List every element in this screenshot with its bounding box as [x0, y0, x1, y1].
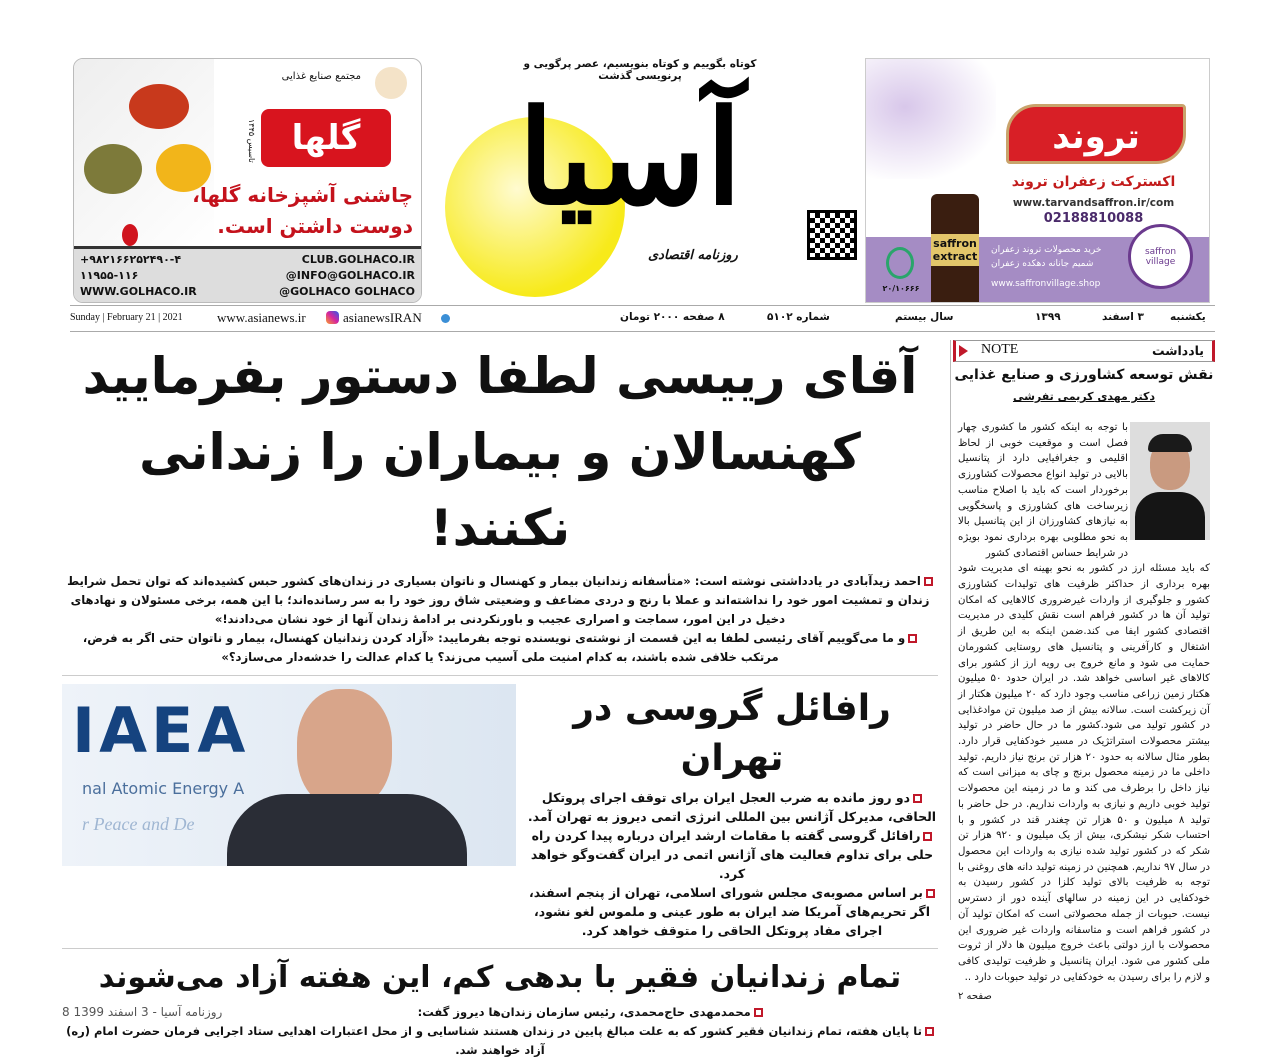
- person-suit: [227, 794, 467, 866]
- spices-image: [74, 59, 214, 249]
- chef-icon: [373, 65, 409, 101]
- license-number: ۲۰/۱۰۶۶۶: [882, 284, 920, 293]
- contact-bar: [74, 246, 421, 302]
- founded-label: تاسیس ۱۳۴۵: [247, 119, 256, 163]
- main-column: [62, 338, 938, 1060]
- triangle-icon: [959, 345, 968, 357]
- prisoners-headline: تمام زندانیان فقیر با بدهی کم، این هفته آزاد می‌شوند: [98, 960, 902, 995]
- grossi-bullets: [526, 788, 938, 940]
- iaea-logo-text: IAEA: [72, 694, 250, 767]
- masthead-motto: کوتاه بگوییم و کوتاه بنویسیم، عصر پرگویی و پرنویسی گذشت: [523, 58, 757, 82]
- note-label-en: NOTE: [981, 342, 1019, 357]
- bullet-icon: [926, 889, 935, 898]
- slogan-line-2: دوست داشتن است.: [217, 214, 413, 238]
- issue-number: شماره ۵۱۰۲: [767, 311, 830, 323]
- verified-icon: [441, 314, 450, 323]
- note-header: [953, 340, 1215, 362]
- photo-caption-text: nal Atomic Energy A: [82, 779, 245, 798]
- note-paragraph-2: که باید مسئله ارز در کشور به نحو بهینه ای مدیریت شود بهره برداری از حداکثر ظرفیت های تولیدات کشاورزی کشور و جلوگیری از واردات غیرضروری کالاهایی که امکان تولید آن ها در کشور فراهم است نقش کلیدی در مدیریت اقتصادی کشور ایفا می کند.ضمن اینکه به این طریق از اشتغال و کارآفرینی و پتانسیل های روستایی کشورمان حمایت می شود و مانع خروج بی رویه ارز از کشور برای کالاهای غیر اساسی خواهد شد. در ایران حدود ۵۰ میلیون هکتار زمین زراعی مناسب وجود دارد که ۲۰ میلیون هکتار از آن زیرکشت است. سالانه بیش از صد میلیون تن موادغذایی در کشور تولید می شود.کشور ما در حال حاضر در تولید بیشتر محصولات استراتژیک در مسیر خودکفایی قرار دارد. بطور مثال سالانه به حدود ۲۰ هزار تن برنج نیاز داریم. تولید داخلی ما در زمینه محصول برنج و چای به میزانی است که نیاز داخل را برطرف می کند و ما در زمینه این محصولات تولید خوبی داریم و نیازی به واردات نداریم. در حل حاضر با تولید ۸ میلیون و ۵۰ هزار تن چغندر قند در کشور و با احتساب شکر نیشکری، بیش از یک میلیون و ۹۲۰ هزار تن شکر که در کشور تولید شده نیازی به واردات این محصول در سال ۹۷ نداریم. همچنین در زمینه تولید دانه های روغنی با توجه به ظرفیت بالای تولید کلزا در کشور رسیدن به خودکفایی در این زمینه در سالهای آینده دور از دسترس نیست. حبوبات از جمله محصولاتی است که امکان تولید آن در کشور فراهم است و متاسفانه واردات غیر ضروری این محصولات با ارز دولتی باعث خروج میلیون ها دلار از ثروت ملی کشور می شود. ایران پتانسیل و ظرفیت تولیدی کافی و لازم را برای رسیدن به خودکفایی در تولید حبوبات دارد ..: [958, 563, 1211, 983]
- note-body: [958, 420, 1210, 1002]
- note-author: دکتر مهدی کریمی تفرشی: [1012, 390, 1156, 403]
- grossi-text: [526, 684, 938, 940]
- note-paragraph-1: با توجه به اینکه کشور ما کشوری چهار فصل است و موقعیت خوبی از لحاظ اقلیمی و جغرافیایی دارد از پتانسیل بالایی در تولید انواع محصولات کشاورزی برخوردار است که باید با اصلاح مناسب زیرساخت های کشاورزی و پاسخگویی به نیازهای کشاورزان از این پتانسیل بالا به نحو مطلوبی بهره برداری نمود بویژه در شرایط حساس اقتصادی کشور: [958, 422, 1128, 559]
- masthead-title: آسیا: [518, 81, 742, 234]
- note-label-fa: یادداشت: [1151, 343, 1204, 358]
- bottle-image: [931, 194, 979, 303]
- grossi-headline: رافائل گروسی در تهران: [573, 688, 891, 779]
- health-logo-icon: [886, 247, 914, 279]
- page-reference: صفحه ۲: [958, 991, 992, 1003]
- phone: 02188810088: [1043, 211, 1144, 226]
- masthead-subtitle: روزنامه اقتصادی: [648, 248, 738, 263]
- note-title: نقش توسعه کشاورزی و صنایع غذایی: [954, 367, 1214, 383]
- bullet-icon: [925, 1027, 934, 1036]
- note-column-border: [950, 340, 951, 920]
- person-head: [297, 689, 392, 809]
- grossi-bullet-3: بر اساس مصوبه‌ی مجلس شورای اسلامی، تهران از پنجم اسفند، اگر تحریم‌های آمریکا ضد ایران به طور عینی و ملموس لغو نشود، اجرای مفاد پروتکل الحاقی را متوقف خواهد کرد.: [529, 885, 930, 938]
- instagram-handle[interactable]: asianewsIRAN: [343, 310, 422, 325]
- bullet-icon: [923, 832, 932, 841]
- bullet-icon: [913, 794, 922, 803]
- club-url[interactable]: CLUB.GOLHACO.IR: [301, 253, 415, 266]
- year: ۱۳۹۹: [1035, 311, 1061, 323]
- lead-body: [62, 572, 938, 667]
- website-link[interactable]: www.asianews.ir: [217, 310, 306, 325]
- slogan-line-1: چاشنی آشپزخانه گلها،: [192, 183, 413, 207]
- golha-advertisement[interactable]: [73, 58, 422, 303]
- brand-logo: تروند: [1006, 104, 1186, 164]
- sms-number: ۱۱۹۵۵-۱۱۶: [80, 269, 139, 282]
- brand-logo: گلها: [261, 109, 391, 167]
- prisoners-bullet-1: محمدمهدی حاج‌محمدی، رئیس سازمان زندان‌ها دیروز گفت:: [417, 1005, 751, 1019]
- saffron-village-badge: saffron village: [1128, 224, 1193, 289]
- lead-paragraph-2: و ما می‌گوییم آقای رئیسی لطفا به این قسمت از نوشته‌ی نویسنده توجه بفرمایید: «آزاد کردن زندانیان کهنسال، بیمار و ناتوان حتی اگر به فرض، مرتکب خلافی شده باشند، به کدام امنیت ملی آسیب می‌زند؟ یا کدام عدالت را خدشه‌دار می‌سازد؟»: [82, 631, 906, 664]
- lead-headline-2: کهنسالان و بیماران را زندانی نکنند!: [139, 423, 861, 557]
- qr-code[interactable]: [807, 210, 857, 260]
- lead-paragraph-1: احمد زیدآبادی در یادداشتی نوشته است: «متأسفانه زندانیان بیمار و کهنسال و ناتوان بسیاری در زندان‌های کشور حبس کشیده‌اند که توان تحمل شرایط زندان و تمشیت امور خود را نداشته‌اند و عملا با رنج و دردی مضاعف و وضعیتی شاق روز خود را به سر رسانده‌اند؛ با این همه، برخی مسئولان و نهادهای دخیل در این امور، سماجت و اصراری عجیب و باورنکردنی بر ادامهٔ زندان آنها از خود نشان می‌دادند!»: [67, 574, 930, 626]
- grossi-section: [62, 684, 938, 940]
- prisoners-bullets: [62, 1003, 938, 1060]
- tarvand-advertisement[interactable]: [865, 58, 1210, 303]
- promo-line-2: شمیم جانانه دهکده زعفران: [991, 259, 1094, 269]
- english-date: Sunday | February 21 | 2021: [70, 312, 183, 323]
- instagram[interactable]: GOLHACO: [354, 285, 415, 298]
- saffron-flower-image: [866, 59, 996, 179]
- prisoners-bullet-2: تا پایان هفته، تمام زندانیان فقیر کشور که به علت مبالغ پایین در زندان هستند شناسایی و از محل اعتبارات اهدایی ستاد اجرایی فرمان حضرت امام (ره) آزاد خواهند شد.: [66, 1024, 922, 1057]
- date: ۳ اسفند: [1102, 311, 1144, 323]
- pages-price: ۸ صفحه ۲۰۰۰ تومان: [620, 311, 725, 323]
- grossi-bullet-1: دو روز مانده به ضرب العجل ایران برای توقف اجرای پروتکل الحاقی، مدیرکل آژانس بین المللی انرژی اتمی دیروز به تهران آمد.: [527, 790, 937, 824]
- bullet-icon: [908, 634, 917, 643]
- grossi-bullet-2: رافائل گروسی گفته با مقامات ارشد ایران درباره پیدا کردن راه حلی برای تداوم فعالیت های آژانس اتمی در ایران گفت‌وگو خواهد کرد.: [530, 828, 934, 881]
- shop-url[interactable]: www.saffronvillage.shop: [991, 279, 1101, 289]
- bullet-icon: [924, 577, 933, 586]
- website[interactable]: www.tarvandsaffron.ir/com: [1012, 197, 1175, 209]
- weekday: یکشنبه: [1170, 311, 1206, 323]
- watermark: روزنامه آسیا - 3 اسفند 1399 8: [62, 1005, 223, 1019]
- phone: +۹۸۲۱۶۶۲۵۲۴۹۰-۴: [80, 253, 182, 266]
- grossi-photo[interactable]: [62, 684, 516, 866]
- instagram-icon: [326, 311, 339, 324]
- telegram[interactable]: @GOLHACO: [279, 285, 351, 298]
- photo-motto-text: r Peace and De: [82, 814, 195, 834]
- website[interactable]: WWW.GOLHACO.IR: [80, 285, 197, 298]
- lead-headline-1: آقای رییسی لطفا دستور بفرمایید: [82, 347, 918, 405]
- company-label: مجتمع صنایع غذایی: [281, 71, 361, 82]
- email[interactable]: @INFO@GOLHACO.IR: [285, 269, 415, 282]
- volume: سال بیستم: [895, 311, 954, 323]
- promo-line-1: خرید محصولات تروند زعفران: [991, 245, 1102, 255]
- bottle-label: saffron extract: [931, 234, 979, 266]
- product-name: اکسترکت زعفران تروند: [1011, 174, 1176, 190]
- bullet-icon: [754, 1008, 763, 1017]
